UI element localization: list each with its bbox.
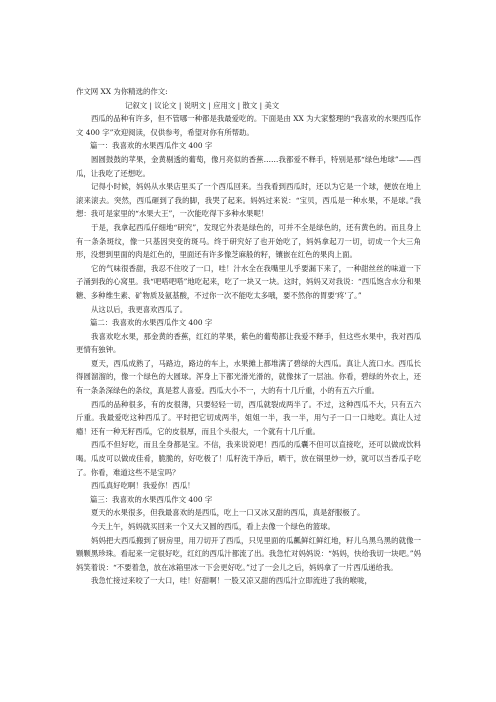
essay-paragraph: 它的气味很香甜，我忍不住咬了一口，哇！汁水全在我嘴里儿乎要漏下来了，一种甜丝丝的味道一下子涌到我的心窝里。我“吧嗒吧嗒”地吃起来，吃了一块又一块。这时，妈妈又对我说：“西瓜饱含水分和果糖、多种维生素、矿物质及氨基酸，不过你一次不能吃太多哦，要不然你的胃要‘疼’了。” <box>76 263 421 300</box>
essay-paragraph: 今天上午，妈妈就买回来一个又大又圆的西瓜，看上去像一个绿色的篮球。 <box>91 522 335 531</box>
essay-paragraph: 西瓜真好吃啊！我爱你！西瓜！ <box>91 481 195 491</box>
essay-paragraph: 夏天的水果很多，但我最喜欢的是西瓜，吃上一口又冰又甜的西瓜，真是舒服极了。 <box>91 508 365 518</box>
essay-paragraph: 记得小时候，妈妈从水果店里买了一个西瓜回来。当我看到西瓜时，还以为它是一个球，便放在地上滚来滚去。突然，西瓜砸到了我的脚，我哭了起来。妈妈过来说：“宝贝，西瓜是一种水果，不是球。”我想：我可是家里的“水果大王”，一次能吃得下多种水果呢！ <box>76 182 421 219</box>
essay-paragraph: 西瓜不但好吃，而且全身都是宝。不信，我来说说吧！西瓜的瓜囊不但可以直接吃，还可以做成饮料喝。瓜皮可以做成佳肴，脆脆的，好吃极了！瓜籽洗干净后，晒干，放在锅里炒一炒，就可以当香瓜子吃了。你看，难道这些不是宝吗？ <box>76 440 421 477</box>
essay-title: 篇二：我喜欢的水果西瓜作文 400 字 <box>90 318 213 328</box>
essay-title: 篇三：我喜欢的水果西瓜作文 400 字 <box>90 494 213 504</box>
essay-paragraph: 我喜欢吃水果，那金黄的香蕉，红红的苹果，紫色的葡萄都让我爱不释手，但这些水果中，我对西瓜更情有独钟。 <box>76 331 421 355</box>
essay-paragraph: 西瓜的品种很多，有的皮很薄，只要轻轻一切，西瓜就裂成两半了。不过，这种西瓜不大，只有五六斤重。我最爱吃这种西瓜了。平时把它切成两半，姐姐一半，我一半，用勺子一口一口地吃。真让人过瘾！还有一种无籽西瓜，它的皮很厚，而且个头很大，一个就有十几斤重。 <box>76 399 421 436</box>
essay-paragraph: 于是，我拿起西瓜仔细地“研究”，发现它外表是绿色的，可并不全是绿色的，还有黄色的。而且身上有一条条斑纹，像一只基因突变的斑马。终于研究好了也开始吃了，妈妈拿起刀一切，切成一个大三角形，没想到里面的肉是红色的，里面还有许多像芝麻般的籽，镶嵌在红色的果肉上面。 <box>76 222 421 260</box>
category-nav[interactable]: 记叙文 | 议论文 | 说明文 | 应用文 | 散文 | 美文 <box>125 100 280 110</box>
document-page <box>76 85 421 588</box>
essay-title: 篇一：我喜欢的水果西瓜作文 400 字 <box>90 141 213 151</box>
essay-paragraph: 妈妈把大西瓜搬到了厨房里，用刀切开了西瓜，只见里面的瓜瓤鲜红鲜红地，籽儿乌黑乌黑的就像一颗颗黑珍珠。看起来一定很好吃，红红的西瓜汁都流了出。我急忙对妈妈说：“妈妈，快给我切一块吧。”妈妈笑着说：“不要着急，放在冰箱里冰一下会更好吃。”过了一会儿之后，妈妈拿了一片西瓜递给我。 <box>76 535 421 572</box>
essay-paragraph: 从这以后，我更喜欢西瓜了。 <box>91 304 188 314</box>
intro-paragraph: 西瓜的品种有许多，但不管哪一种都是我最爱吃的。下面是由 XX 为大家整理的“我喜欢的水果西瓜作文 400 字”欢迎阅读，仅供参考，希望对你有所帮助。 <box>76 114 421 137</box>
essay-paragraph: 圆圆鼓鼓的苹果，金黄剔透的葡萄，像月亮似的香蕉……我都爱不释手，特别是那“绿色地球”——西瓜，让我吃了还想吃。 <box>76 154 421 178</box>
essay-paragraph: 夏天，西瓜成熟了，马路边，路边的车上，水果摊上都堆满了碧绿的大西瓜。真让人流口水。西瓜长得圆溜溜的，像一个绿色的大圆球。浑身上下都光滑光滑的，就像抹了一层油。你看，碧绿的外衣上，还有一条条深绿色的条纹，真是惹人喜爱。西瓜大小不一，大的有十几斤重，小的有五六斤重。 <box>76 358 421 396</box>
essay-paragraph: 我急忙接过来咬了一大口，哇！好甜啊！一股又凉又甜的西瓜汁立即流进了我的喉咙， <box>91 576 372 586</box>
site-line: 作文网 XX 为你精选的作文: <box>76 87 168 96</box>
